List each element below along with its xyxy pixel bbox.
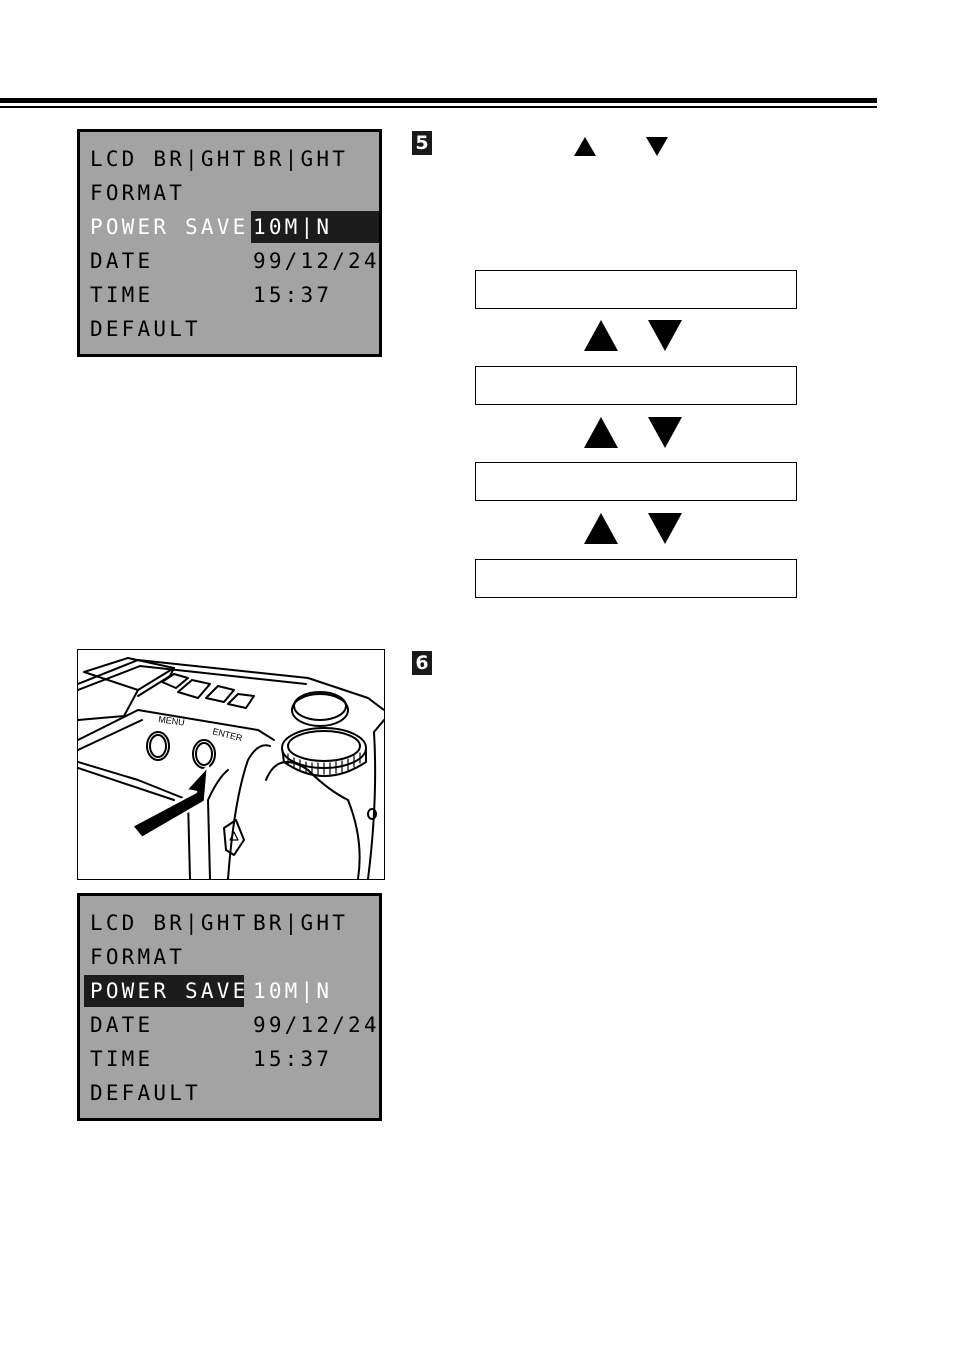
press-arrow-icon — [132, 766, 208, 838]
lcd-row-label: TIME — [90, 1047, 154, 1071]
header-rule-thin — [0, 106, 877, 108]
lcd-row-value: BR|GHT — [253, 147, 349, 171]
lcd-row-value: 99/12/24 — [253, 1013, 380, 1037]
down-triangle-icon — [648, 417, 682, 448]
step-6-badge: 6 — [412, 651, 432, 675]
lcd-row-label: LCD BR|GHT — [90, 911, 249, 935]
lcd-screen-top — [77, 129, 382, 357]
lcd-row-label: DEFAULT — [90, 1081, 201, 1105]
lcd-row-value: 99/12/24 — [253, 249, 380, 273]
lcd-row-label: DATE — [90, 249, 154, 273]
option-box — [475, 462, 797, 501]
option-box — [475, 270, 797, 309]
down-triangle-icon — [648, 513, 682, 544]
option-box — [475, 366, 797, 405]
up-triangle-icon — [584, 320, 618, 351]
lcd-row-value: 15:37 — [253, 283, 333, 307]
camera-drawing — [78, 650, 384, 879]
lcd-row-value: 10M|N — [253, 979, 333, 1003]
lcd-row-value-selected: 10M|N — [251, 211, 379, 243]
option-box — [475, 559, 797, 598]
up-triangle-icon — [584, 417, 618, 448]
lcd-row-label: DEFAULT — [90, 317, 201, 341]
lcd-row-value: BR|GHT — [253, 911, 349, 935]
lcd-row-label: FORMAT — [90, 181, 186, 205]
up-triangle-icon — [584, 513, 618, 544]
header-rule-thick — [0, 98, 877, 103]
lcd-row-value: 15:37 — [253, 1047, 333, 1071]
camera-illustration — [77, 649, 385, 880]
down-triangle-icon — [648, 320, 682, 351]
lcd-row-label: LCD BR|GHT — [90, 147, 249, 171]
lcd-row-label-selected: POWER SAVE — [84, 975, 244, 1007]
menu-label: MENU — [157, 714, 186, 728]
enter-label: ENTER — [211, 726, 244, 744]
lcd-row-label: DATE — [90, 1013, 154, 1037]
down-triangle-icon — [646, 137, 668, 156]
lcd-row-label: POWER SAVE — [90, 215, 249, 239]
lcd-row-label: TIME — [90, 283, 154, 307]
up-triangle-icon — [574, 137, 596, 156]
lcd-screen-bottom — [77, 893, 382, 1121]
lcd-row-label: FORMAT — [90, 945, 186, 969]
step-5-badge: 5 — [412, 131, 432, 155]
